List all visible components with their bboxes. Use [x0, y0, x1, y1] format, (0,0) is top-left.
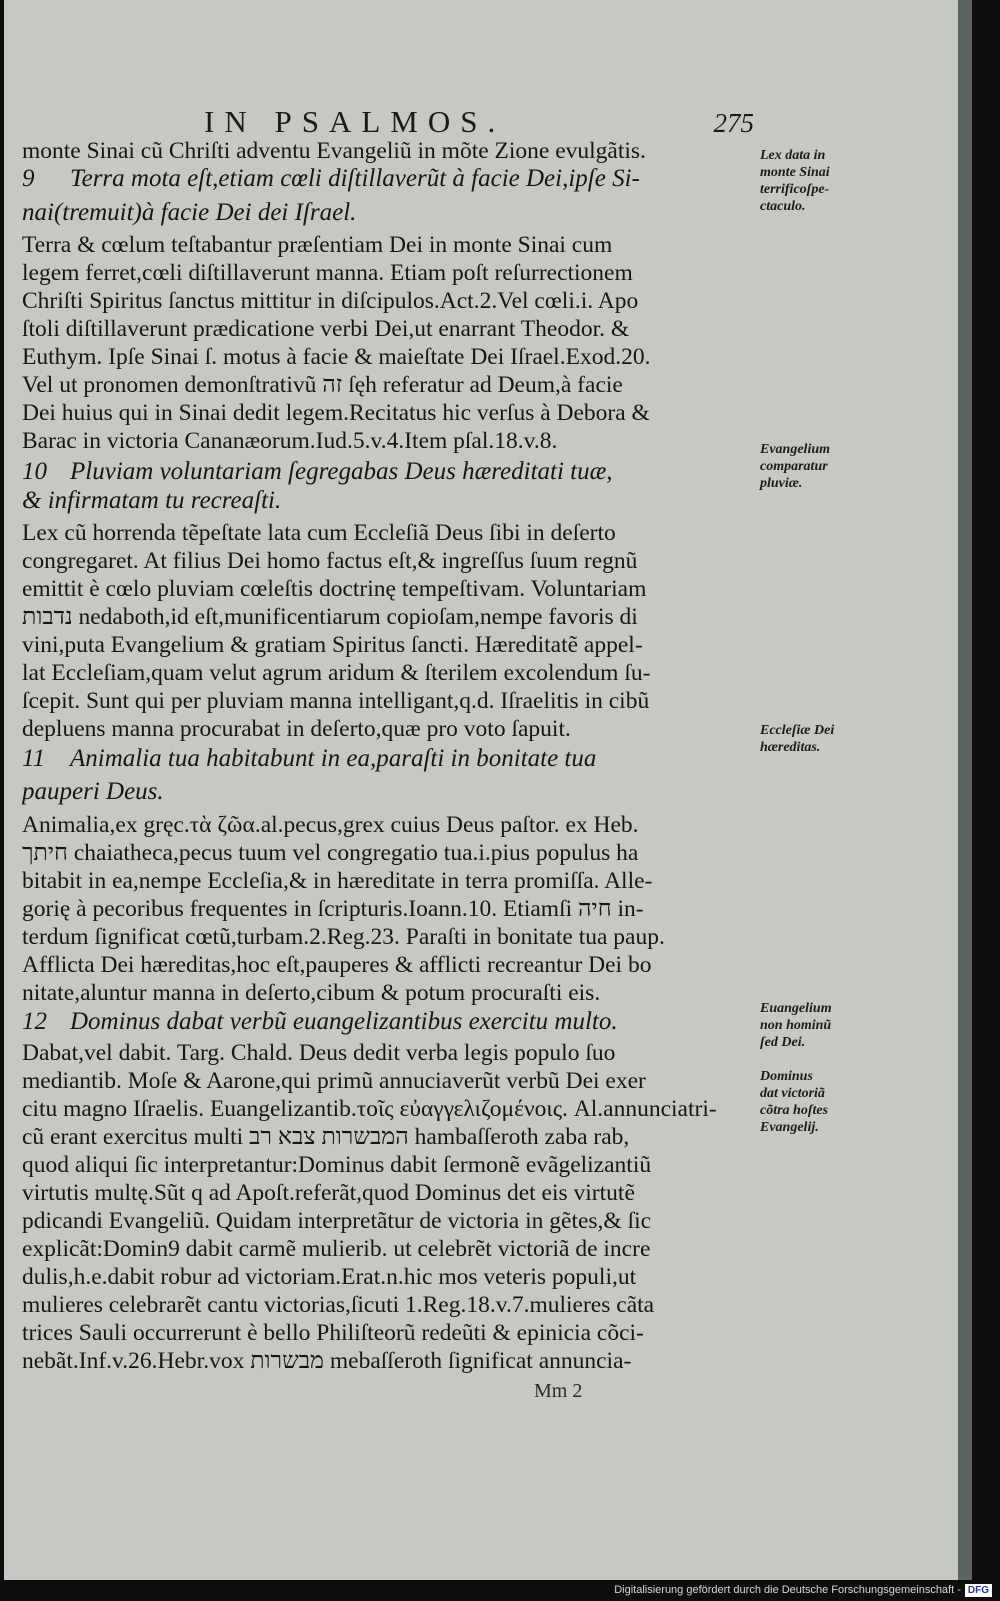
commentary-line — [22, 343, 750, 371]
line-text: & infirmatam tu recreaſti. — [22, 487, 282, 514]
commentary-line — [22, 1347, 750, 1375]
commentary-line — [22, 687, 750, 715]
commentary-line — [22, 371, 750, 399]
line-text: legem ferret,cœli diſtillaverunt manna. Etiam poſt reſurrectionem — [22, 260, 633, 286]
commentary-line — [22, 547, 750, 575]
line-text: Euthym. Ipſe Sinai ſ. motus à facie & maieſtate Dei Iſrael.Exod.20. — [22, 344, 651, 370]
line-text: congregaret. At filius Dei homo factus eſt,& ingreſſus ſuum regnũ — [22, 548, 638, 574]
line-text: citu magno Iſraelis. Euangelizantib.τοῖς εὐαγγελιζομένοις. Al.annunciatri- — [22, 1096, 717, 1122]
commentary-line — [22, 1095, 750, 1123]
line-text: Chriſti Spiritus ſanctus mittitur in diſcipulos.Act.2.Vel cœli.i. Apo — [22, 288, 639, 314]
line-text: virtutis multę.Sũt q ad Apoſt.referãt,quod Dominus det eis virtutẽ — [22, 1180, 635, 1206]
line-text: cũ erant exercitus multi המבשרות צבא רב hambaſſeroth zaba rab, — [22, 1124, 630, 1150]
line-text: Animalia,ex gręc.τὰ ζῶα.al.pecus,grex cuius Deus paſtor. ex Heb. — [22, 812, 639, 838]
commentary-line — [22, 951, 750, 979]
line-text: vini,puta Evangelium & gratiam Spiritus ſancti. Hæreditatẽ appel- — [22, 632, 643, 658]
verse-line — [22, 165, 750, 193]
digitization-footer — [614, 1584, 992, 1597]
line-text: bitabit in ea,nempe Eccleſia,& in hæreditate in terra promiſſa. Alle- — [22, 868, 653, 894]
line-text: trices Sauli occurrerunt è bello Philiſteorũ redeũti & epinicia cõci- — [22, 1320, 644, 1346]
line-text: mediantib. Moſe & Aarone,qui primũ annuciaverũt verbũ Dei exer — [22, 1068, 646, 1094]
line-text: חיתך chaiatheca,pecus tuum vel congregatio tua.i.pius populus ha — [22, 840, 639, 866]
commentary-line — [22, 867, 750, 895]
dfg-logo: DFG — [965, 1584, 992, 1597]
margin-note-line: Euangelium — [760, 1001, 832, 1016]
margin-note-line: terrificoſpe- — [760, 182, 830, 197]
commentary-line — [22, 287, 750, 315]
commentary-line — [22, 575, 750, 603]
margin-note-line: Eccleſiæ Dei — [760, 723, 835, 738]
commentary-line — [22, 1123, 750, 1151]
line-text: terdum ſignificat cœtũ,turbam.2.Reg.23. Paraſti in bonitate tua paup. — [22, 924, 665, 950]
line-text: mulieres celebrarẽt cantu victorias,ſicuti 1.Reg.18.v.7.mulieres cãta — [22, 1292, 655, 1318]
commentary-line — [22, 137, 750, 165]
commentary-line — [22, 1039, 750, 1067]
margin-note-ecclesiae-hereditas — [760, 722, 862, 756]
line-text: ſtoli diſtillaverunt prædicatione verbi Dei,ut enarrant Theodor. & — [22, 316, 630, 342]
verse-line — [22, 745, 750, 773]
commentary-line — [22, 399, 750, 427]
commentary-line — [22, 1179, 750, 1207]
margin-note-evangelium-dei — [760, 1000, 862, 1051]
line-text: pauperi Deus. — [22, 778, 164, 805]
line-text: depluens manna procurabat in deſerto,quæ pro voto ſapuit. — [22, 716, 571, 742]
commentary-line — [22, 231, 750, 259]
commentary-line — [22, 811, 750, 839]
verse-line — [22, 778, 750, 806]
line-text: Lex cũ horrenda tẽpeſtate lata cum Eccleſiã Deus ſibi in deſerto — [22, 520, 616, 546]
line-text: Terra & cœlum teſtabantur præſentiam Dei in monte Sinai cum — [22, 232, 613, 258]
verse-line — [22, 458, 750, 486]
line-text: Dominus dabat verbũ euangelizantibus exercitu multo. — [70, 1008, 618, 1035]
commentary-line — [22, 1067, 750, 1095]
line-text: Animalia tua habitabunt in ea,paraſti in bonitate tua — [70, 745, 597, 772]
commentary-line — [22, 715, 750, 743]
line-text: ſcepit. Sunt qui per pluviam manna intelligant,q.d. Iſraelitis in cibũ — [22, 688, 650, 714]
verse-number: 9 — [22, 165, 35, 192]
line-text: nai(tremuit)à facie Dei dei Iſrael. — [22, 199, 357, 226]
footer-text: Digitalisierung gefördert durch die Deutsche Forschungsgemeinschaft - — [614, 1584, 961, 1596]
line-text: pdicandi Evangeliũ. Quidam interpretãtur de victoria in gẽtes,& ſic — [22, 1208, 652, 1234]
line-text: Afflicta Dei hæreditas,hoc eſt,pauperes & afflicti recreantur Dei bo — [22, 952, 652, 978]
commentary-line — [22, 895, 750, 923]
signature-mark: Mm 2 — [534, 1380, 583, 1402]
margin-note-line: ſed Dei. — [760, 1035, 806, 1050]
commentary-line — [22, 839, 750, 867]
line-text: Barac in victoria Cananæorum.Iud.5.v.4.Item pſal.18.v.8. — [22, 428, 558, 454]
book-page — [4, 0, 972, 1580]
margin-note-line: ctaculo. — [760, 199, 806, 214]
line-text: Dabat,vel dabit. Targ. Chald. Deus dedit verba legis populo ſuo — [22, 1040, 616, 1066]
verse-line — [22, 1008, 750, 1036]
commentary-line — [22, 1151, 750, 1179]
margin-note-line: Evangelium — [760, 442, 831, 457]
line-text: Pluviam voluntariam ſegregabas Deus hæreditati tuæ, — [70, 458, 613, 485]
line-text: נדבות nedaboth,id eſt,munificentiarum copioſam,nempe favoris di — [22, 604, 638, 630]
commentary-line — [22, 519, 750, 547]
line-text: gorię à pecoribus frequentes in ſcripturis.Ioann.10. Etiamſi חיה in- — [22, 896, 644, 922]
margin-note-lex-sinai — [760, 147, 862, 215]
line-text: Vel ut pronomen demonſtrativũ זה ſęh referatur ad Deum,à facie — [22, 372, 623, 398]
margin-note-line: hæreditas. — [760, 740, 821, 755]
margin-note-line: Lex data in — [760, 148, 826, 163]
page-edge — [958, 0, 972, 1580]
commentary-line — [22, 1319, 750, 1347]
verse-line — [22, 487, 750, 515]
margin-note-line: comparatur — [760, 459, 828, 474]
margin-note-line: dat victoriã — [760, 1086, 825, 1101]
verse-number: 12 — [22, 1008, 47, 1035]
margin-note-line: non hominũ — [760, 1018, 832, 1033]
line-text: monte Sinai cũ Chriſti adventu Evangeliũ in mõte Zione evulgãtis. — [22, 138, 646, 164]
commentary-line — [22, 979, 750, 1007]
commentary-line — [22, 603, 750, 631]
commentary-line — [22, 631, 750, 659]
commentary-line — [22, 1263, 750, 1291]
margin-note-line: Evangelij. — [760, 1120, 819, 1135]
line-text: nitate,aluntur manna in deſerto,cibum & potum procuraſti eis. — [22, 980, 601, 1006]
commentary-line — [22, 315, 750, 343]
verse-number: 11 — [22, 745, 46, 772]
commentary-line — [22, 1207, 750, 1235]
line-text: Terra mota eſt,etiam cœli diſtillaverũt à facie Dei,ipſe Si- — [70, 165, 640, 192]
verse-number: 10 — [22, 458, 47, 485]
line-text: emittit è cœlo pluviam cœleſtis doctrinę tempeſtivam. Voluntariam — [22, 576, 647, 602]
commentary-line — [22, 659, 750, 687]
page-number: 275 — [713, 108, 754, 138]
commentary-line — [22, 1235, 750, 1263]
commentary-line — [22, 427, 750, 455]
margin-note-line: Dominus — [760, 1069, 813, 1084]
line-text: quod aliqui ſic interpretantur:Dominus dabit ſermonẽ evãgelizantiũ — [22, 1152, 652, 1178]
margin-note-line: cõtra hoſtes — [760, 1103, 829, 1118]
commentary-line — [22, 1291, 750, 1319]
margin-note-line: monte Sinai — [760, 165, 830, 180]
verse-line — [22, 199, 750, 227]
margin-note-line: pluviæ. — [760, 476, 803, 491]
margin-note-dominus-victoria — [760, 1068, 862, 1136]
margin-note-evangelium-pluviae — [760, 441, 862, 492]
line-text: explicãt:Domin9 dabit carmẽ mulierib. ut celebrẽt victoriã de incre — [22, 1236, 651, 1262]
line-text: Dei huius qui in Sinai dedit legem.Recitatus hic verſus à Debora & — [22, 400, 650, 426]
commentary-line — [22, 259, 750, 287]
line-text: dulis,h.e.dabit robur ad victoriam.Erat.n.hic mos veteris populi,ut — [22, 1264, 637, 1290]
line-text: lat Eccleſiam,quam velut agrum aridum & ſterilem excolendum ſu- — [22, 660, 651, 686]
running-title: IN PSALMOS. — [204, 104, 506, 139]
line-text: nebãt.Inf.v.26.Hebr.vox מבשרות mebaſſeroth ſignificat annuncia- — [22, 1348, 632, 1374]
commentary-line — [22, 923, 750, 951]
